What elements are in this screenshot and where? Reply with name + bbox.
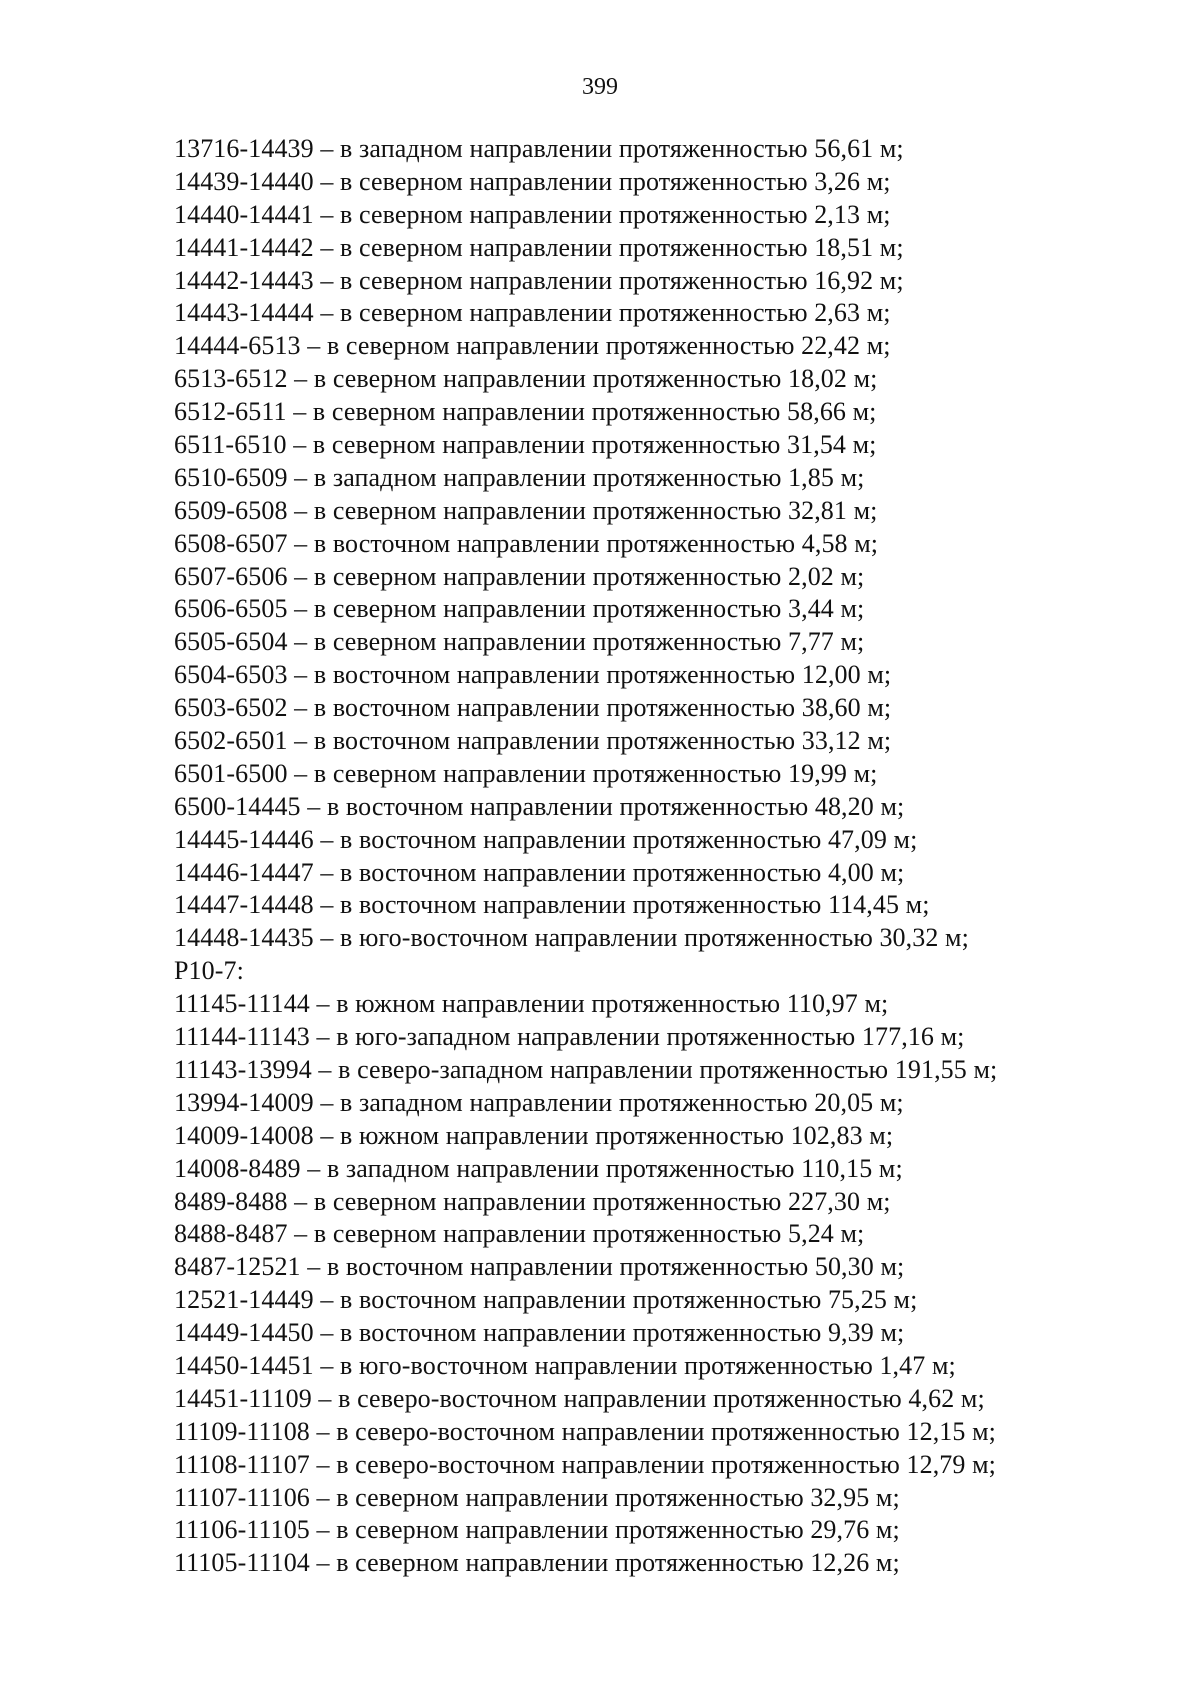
text-line: 14450-14451 – в юго-восточном направлении протяженностью 1,47 м; [174,1350,956,1380]
text-line: 6507-6506 – в северном направлении протяженностью 2,02 м; [174,561,865,591]
text-line: 6512-6511 – в северном направлении протяженностью 58,66 м; [174,397,877,427]
text-line: 14008-8489 – в западном направлении протяженностью 110,15 м; [174,1153,903,1183]
text-line: 6511-6510 – в северном направлении протяженностью 31,54 м; [174,430,877,460]
boundary-description-list [174,133,1154,1580]
text-line: 12521-14449 – в восточном направлении протяженностью 75,25 м; [174,1285,918,1315]
text-line: 6502-6501 – в восточном направлении протяженностью 33,12 м; [174,726,892,756]
text-line: 14449-14450 – в восточном направлении протяженностью 9,39 м; [174,1318,905,1348]
text-line: 14440-14441 – в северном направлении протяженностью 2,13 м; [174,199,891,229]
text-line: 8487-12521 – в восточном направлении протяженностью 50,30 м; [174,1252,905,1282]
text-line: 14447-14448 – в восточном направлении протяженностью 114,45 м; [174,890,930,920]
text-line: 6509-6508 – в северном направлении протяженностью 32,81 м; [174,495,878,525]
text-line: Р10-7: [174,956,244,986]
text-line: 6500-14445 – в восточном направлении протяженностью 48,20 м; [174,791,905,821]
text-line: 14444-6513 – в северном направлении протяженностью 22,42 м; [174,331,891,361]
text-line: 14439-14440 – в северном направлении протяженностью 3,26 м; [174,166,891,196]
text-line: 14445-14446 – в восточном направлении протяженностью 47,09 м; [174,824,918,854]
text-line: 13994-14009 – в западном направлении протяженностью 20,05 м; [174,1087,904,1117]
text-line: 14446-14447 – в восточном направлении протяженностью 4,00 м; [174,857,905,887]
page-number: 399 [582,74,618,100]
text-line: 8488-8487 – в северном направлении протяженностью 5,24 м; [174,1219,865,1249]
text-line: 6510-6509 – в западном направлении протяженностью 1,85 м; [174,462,865,492]
text-line: 14448-14435 – в юго-восточном направлении протяженностью 30,32 м; [174,923,969,953]
text-line: 11108-11107 – в северо-восточном направлении протяженностью 12,79 м; [174,1449,996,1479]
text-line: 6503-6502 – в восточном направлении протяженностью 38,60 м; [174,693,892,723]
text-line: 11105-11104 – в северном направлении протяженностью 12,26 м; [174,1548,900,1578]
text-line: 11143-13994 – в северо-западном направлении протяженностью 191,55 м; [174,1054,998,1084]
text-line: 11106-11105 – в северном направлении протяженностью 29,76 м; [174,1515,900,1545]
text-line: 14009-14008 – в южном направлении протяженностью 102,83 м; [174,1120,894,1150]
text-line: 11109-11108 – в северо-восточном направлении протяженностью 12,15 м; [174,1416,996,1446]
text-line: 14442-14443 – в северном направлении протяженностью 16,92 м; [174,265,904,295]
text-line: 6501-6500 – в северном направлении протяженностью 19,99 м; [174,758,878,788]
text-line: 14443-14444 – в северном направлении протяженностью 2,63 м; [174,298,891,328]
text-line: 14451-11109 – в северо-восточном направлении протяженностью 4,62 м; [174,1383,985,1413]
text-line: 6504-6503 – в восточном направлении протяженностью 12,00 м; [174,660,892,690]
text-line: 13716-14439 – в западном направлении протяженностью 56,61 м; [174,134,904,163]
text-line: 6513-6512 – в северном направлении протяженностью 18,02 м; [174,364,878,394]
text-line: 8489-8488 – в северном направлении протяженностью 227,30 м; [174,1186,891,1216]
text-line: 11144-11143 – в юго-западном направлении протяженностью 177,16 м; [174,1022,965,1052]
text-line: 14441-14442 – в северном направлении протяженностью 18,51 м; [174,232,904,262]
text-line: 11145-11144 – в южном направлении протяженностью 110,97 м; [174,989,889,1019]
text-line: 6508-6507 – в восточном направлении протяженностью 4,58 м; [174,528,879,558]
text-line: 6505-6504 – в северном направлении протяженностью 7,77 м; [174,627,865,657]
text-line: 6506-6505 – в северном направлении протяженностью 3,44 м; [174,594,865,624]
text-line: 11107-11106 – в северном направлении протяженностью 32,95 м; [174,1482,900,1512]
